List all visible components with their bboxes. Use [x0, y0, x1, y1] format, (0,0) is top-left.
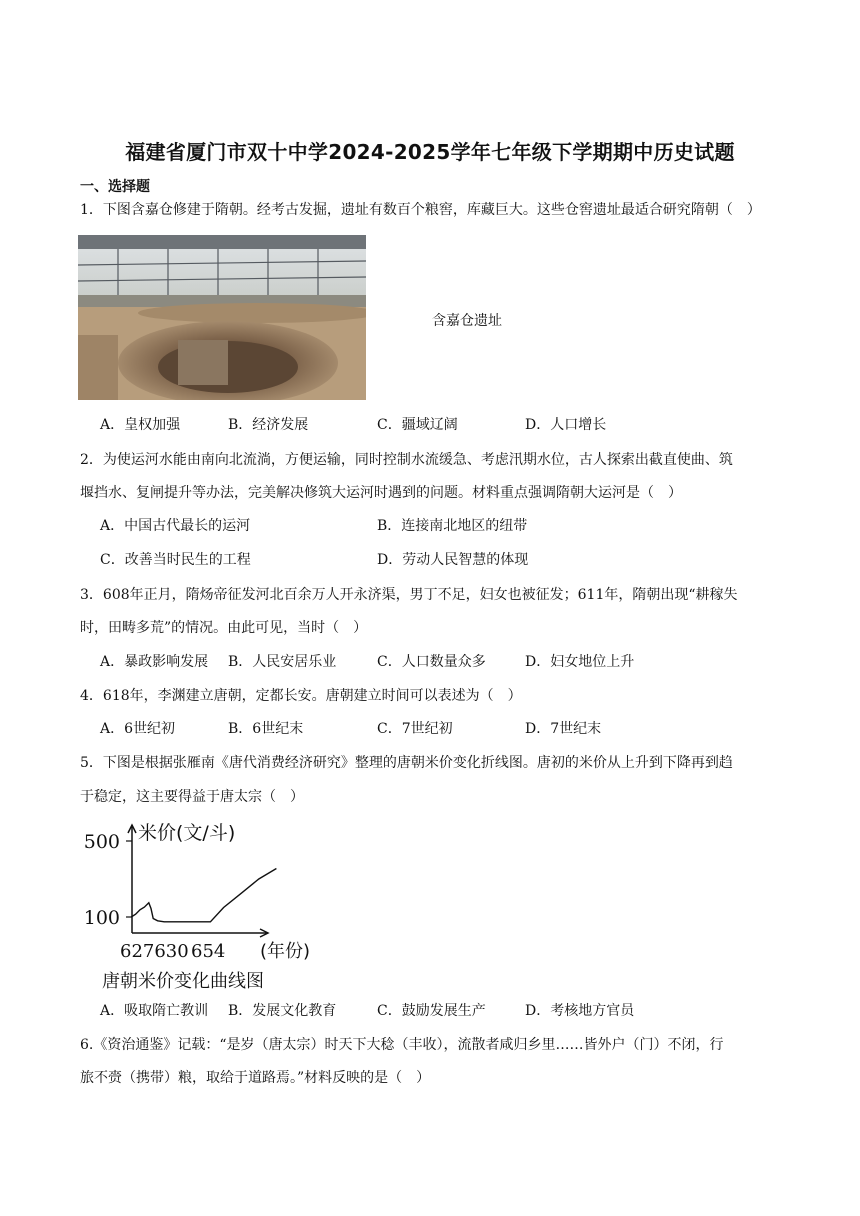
- question-3-stem-line-2: 时，田畴多荒”的情况。由此可见，当时（ ）: [80, 620, 368, 636]
- chart-title: 唐朝米价变化曲线图: [102, 971, 264, 992]
- option-c[interactable]: C．鼓励发展生产: [377, 1003, 486, 1019]
- hanjia-granary-photo: [78, 235, 366, 400]
- question-6-stem-line-1: 6.《资治通鉴》记载：“是岁（唐太宗）时天下大稔（丰收），流散者咸归乡里……皆外户（门）不闭，行: [80, 1037, 724, 1053]
- question-5-stem-line-2: 于稳定，这主要得益于唐太宗（ ）: [80, 789, 304, 805]
- rice-price-chart: [78, 815, 348, 995]
- y-axis-label: 米价(文/斗): [138, 822, 236, 844]
- option-d[interactable]: D．妇女地位上升: [525, 654, 635, 670]
- price-series-line: [131, 869, 276, 922]
- question-5-stem-line-1: 5．下图是根据张雁南《唐代消费经济研究》整理的唐朝米价变化折线图。唐初的米价从上升到下降再到趋: [80, 755, 733, 771]
- question-4-stem: 4．618年，李渊建立唐朝，定都长安。唐朝建立时间可以表述为（ ）: [80, 688, 522, 704]
- section-heading: 一、选择题: [80, 179, 150, 195]
- option-b[interactable]: B．发展文化教育: [228, 1003, 337, 1019]
- option-c[interactable]: C．7世纪初: [377, 721, 453, 737]
- question-1-stem: 1．下图含嘉仓修建于隋朝。经考古发掘，遗址有数百个粮窖，库藏巨大。这些仓窖遗址最适合研究隋朝（ ）: [80, 202, 761, 218]
- option-a[interactable]: A．吸取隋亡教训: [100, 1003, 209, 1019]
- option-d[interactable]: D．7世纪末: [525, 721, 602, 737]
- question-2-stem-line-2: 堰挡水、复闸提升等办法，完美解决修筑大运河时遇到的问题。材料重点强调隋朝大运河是（ ）: [80, 485, 682, 501]
- option-b[interactable]: B．6世纪末: [228, 721, 304, 737]
- option-c[interactable]: C．人口数量众多: [377, 654, 486, 670]
- page-title: 福建省厦门市双十中学2024-2025学年七年级下学期期中历史试题: [125, 140, 735, 164]
- option-d[interactable]: D．考核地方官员: [525, 1003, 635, 1019]
- question-6-stem-line-2: 旅不赍（携带）粮，取给于道路焉。”材料反映的是（ ）: [80, 1070, 431, 1086]
- option-d[interactable]: D．劳动人民智慧的体现: [377, 552, 529, 568]
- rice-price-chart-svg: [78, 815, 348, 995]
- option-d[interactable]: D．人口增长: [525, 417, 607, 433]
- x-tick-label: 627630: [120, 941, 189, 962]
- image-caption: 含嘉仓遗址: [432, 313, 502, 329]
- option-c[interactable]: C．改善当时民生的工程: [100, 552, 251, 568]
- x-tick-label: 654: [191, 941, 226, 962]
- option-b[interactable]: B．连接南北地区的纽带: [377, 518, 528, 534]
- option-a[interactable]: A．皇权加强: [100, 417, 181, 433]
- question-3-stem-line-1: 3．608年正月，隋炀帝征发河北百余万人开永济渠，男丁不足，妇女也被征发；611年，隋朝出现“耕稼失: [80, 587, 738, 603]
- option-a[interactable]: A．6世纪初: [100, 721, 176, 737]
- question-2-stem-line-1: 2．为使运河水能由南向北流淌，方便运输，同时控制水流缓急、考虑汛期水位，古人探索出截直使曲、筑: [80, 452, 733, 468]
- option-c[interactable]: C．疆域辽阔: [377, 417, 458, 433]
- option-a[interactable]: A．暴政影响发展: [100, 654, 209, 670]
- x-axis-label: (年份): [260, 941, 311, 962]
- option-b[interactable]: B．人民安居乐业: [228, 654, 337, 670]
- y-tick-label: 100: [83, 907, 120, 929]
- y-tick-label: 500: [83, 831, 120, 853]
- option-a[interactable]: A．中国古代最长的运河: [100, 518, 251, 534]
- option-b[interactable]: B．经济发展: [228, 417, 309, 433]
